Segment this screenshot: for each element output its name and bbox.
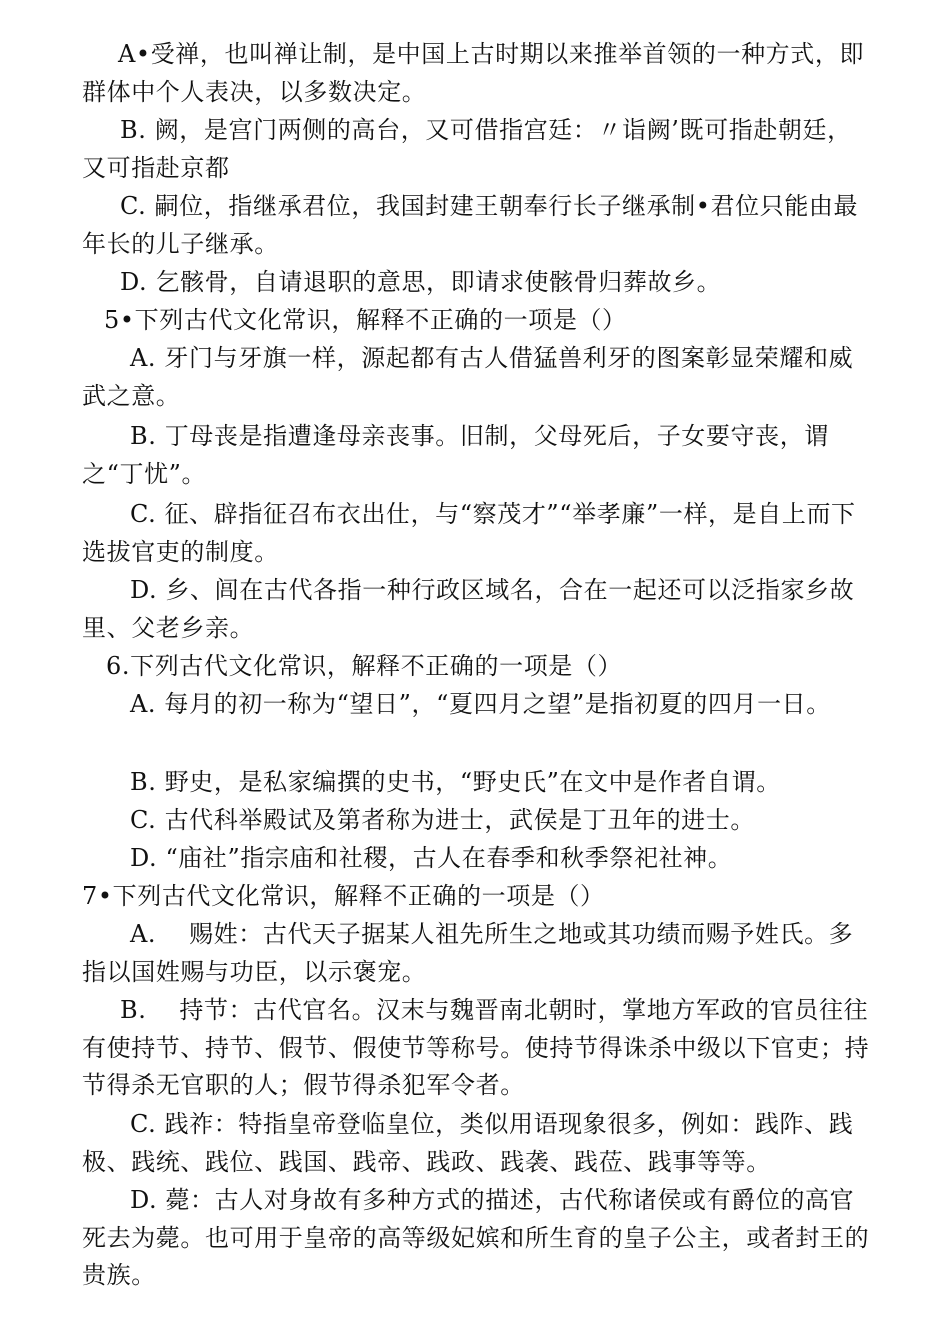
q4-option-d: D. 乞骸骨，自请退职的意思，即请求使骸骨归葬故乡。 bbox=[120, 268, 722, 296]
q7-stem: 7•下列古代文化常识，解释不正确的一项是（） bbox=[82, 882, 605, 910]
q4-option-a: A•受禅，也叫禅让制，是中国上古时期以来推举首领的一种方式，即群体中个人表决，以多数决定。 bbox=[82, 40, 865, 106]
q5-option-c: C. 征、辟指征召布衣出仕，与“察茂才”“举孝廉”一样，是自上而下选拔官吏的制度。 bbox=[82, 500, 856, 566]
q7-option-d: D. 薨：古人对身故有多种方式的描述，古代称诸侯或有爵位的高官死去为薨。也可用于皇帝的高等级妃嫔和所生育的皇子公主，或者封王的贵族。 bbox=[82, 1186, 870, 1289]
q5-stem: 5•下列古代文化常识，解释不正确的一项是（） bbox=[104, 306, 627, 334]
q7-option-b: B. 持节：古代官名。汉末与魏晋南北朝时，掌地方军政的官员往往有使持节、持节、假节、假使节等称号。使持节得诛杀中级以下官吏；持节得杀无官职的人；假节得杀犯军令者。 bbox=[82, 996, 870, 1099]
q5-option-d: D. 乡、闾在古代各指一种行政区域名，合在一起还可以泛指家乡故里、父老乡亲。 bbox=[82, 576, 855, 642]
q5-option-a: A. 牙门与牙旗一样，源起都有古人借猛兽利牙的图案彰显荣耀和威武之意。 bbox=[82, 344, 854, 410]
q4-option-b: B. 阙，是宫门两侧的高台，又可借指宫廷：〃诣阙’既可指赴朝廷，又可指赴京都 bbox=[82, 116, 852, 182]
q6-option-a: A. 每月的初一称为“望日”，“夏四月之望”是指初夏的四月一日。 bbox=[130, 690, 831, 718]
q4-option-c: C. 嗣位，指继承君位，我国封建王朝奉行长子继承制•君位只能由最年长的儿子继承。 bbox=[82, 192, 859, 258]
q7-option-a: A. 赐姓：古代天子据某人祖先所生之地或其功绩而赐予姓氏。多指以国姓赐与功臣，以示褒宠。 bbox=[82, 920, 854, 986]
q6-option-c: C. 古代科举殿试及第者称为进士，武侯是丁丑年的进士。 bbox=[130, 806, 755, 834]
q7-option-c: C. 践祚：特指皇帝登临皇位，类似用语现象很多，例如：践阼、践极、践统、践位、践国、践帝、践政、践袭、践莅、践事等等。 bbox=[82, 1110, 854, 1176]
q6-stem: 6.下列古代文化常识，解释不正确的一项是（） bbox=[106, 652, 623, 680]
q6-option-d: D. “庙社”指宗庙和社稷，古人在春季和秋季祭祀社神。 bbox=[130, 844, 733, 872]
q6-option-b: B. 野史，是私家编撰的史书，“野史氏”在文中是作者自谓。 bbox=[130, 768, 781, 796]
q5-option-b: B. 丁母丧是指遭逢母亲丧事。旧制，父母死后，子女要守丧，谓之“丁忧”。 bbox=[82, 422, 829, 488]
